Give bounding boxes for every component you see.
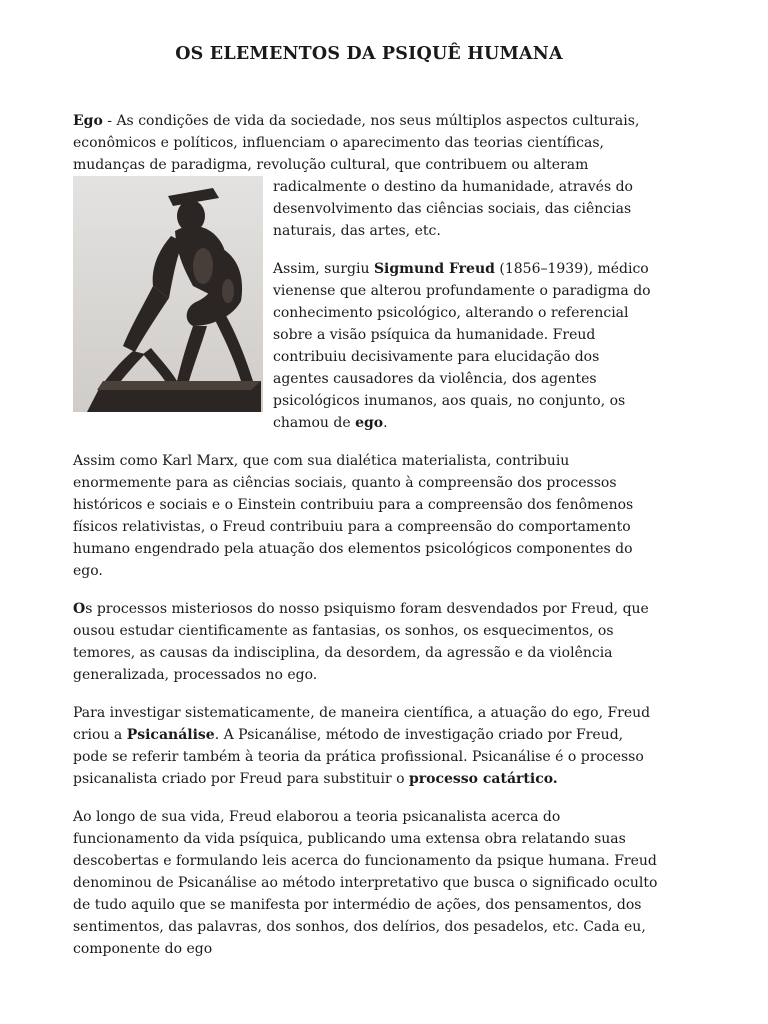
freud-name: Sigmund Freud — [373, 261, 495, 277]
paragraph-psicanalise — [73, 702, 658, 790]
paragraph-processes — [73, 598, 658, 686]
paragraph-ego-intro — [73, 110, 658, 176]
page-title: OS ELEMENTOS DA PSIQUÊ HUMANA — [175, 44, 563, 64]
paragraph-ego-intro-cont: radicalmente o destino da humanidade, através do desenvolvimento das ciências sociais, das ciências naturais, das artes, etc. — [273, 179, 633, 239]
freud-text-c: . — [383, 415, 388, 431]
paragraph-theory: Ao longo de sua vida, Freud elaborou a teoria psicanalista acerca do funcionamento da vida psíquica, publicando uma extensa obra relatando suas descobertas e formulando leis acerca do funcionamento da psique humana. Freud denominou de Psicanálise ao método interpretativo que busca o significado oculto de tudo aquilo que se manifesta por intermédio de ações, dos pensamentos, dos sentimentos, das palavras, dos sonhos, dos delírios, dos pesadelos, etc. Cada eu, componente do ego — [73, 809, 658, 957]
figure-wrap-block — [73, 176, 658, 582]
processes-initial: O — [73, 601, 86, 617]
sculpture-photo — [73, 176, 263, 412]
processo-catartico-term: processo catártico. — [408, 771, 558, 787]
processes-text: s processos misteriosos do nosso psiquismo foram desvendados por Freud, que ousou estudar cientificamente as fantasias, os sonhos, os esquecimentos, os temores, as causas da indisciplina, da desordem, da agressão e da violência generalizada, processados no ego. — [73, 601, 649, 683]
freud-text-b: (1856–1939), médico vienense que alterou profundamente o paradigma do conhecimento psicológico, alterando o referencial sobre a visão psíquica da humanidade. Freud contribuiu decisivamente para elucidação dos agentes causadores da violência, dos agentes psicológicos inumanos, aos quais, no conjunto, os chamou de — [273, 261, 651, 431]
freud-text-a: Assim, surgiu — [273, 261, 374, 277]
psicanalise-text-a: Para investigar sistematicamente, de maneira científica, a atuação do ego, Freud criou a — [73, 705, 651, 743]
ego-term-2: ego — [355, 415, 384, 431]
ego-intro-text: - As condições de vida da sociedade, nos seus múltiplos aspectos culturais, econômicos e políticos, influenciam o aparecimento das teorias científicas, mudanças de paradigma, revolução cultural, que contribuem ou alteram — [73, 113, 640, 173]
paragraph-marx: Assim como Karl Marx, que com sua dialética materialista, contribuiu enormemente para as ciências sociais, quanto à compreensão dos processos históricos e sociais e o Einstein contribuiu para a compreensão dos fenômenos físicos relativistas, o Freud contribuiu para a compreensão do comportamento humano engendrado pela atuação dos elementos psicológicos componentes do ego. — [73, 453, 634, 579]
psicanalise-term: Psicanálise — [126, 727, 215, 743]
ego-term: Ego — [73, 113, 103, 129]
sculpture-illustration-icon — [73, 176, 263, 412]
psicanalise-text-b: . A Psicanálise, método de investigação criado por Freud, pode se referir também à teoria da prática profissional. Psicanálise é o processo psicanalista criado por Freud para substituir o — [73, 727, 644, 787]
document-body — [73, 110, 658, 976]
